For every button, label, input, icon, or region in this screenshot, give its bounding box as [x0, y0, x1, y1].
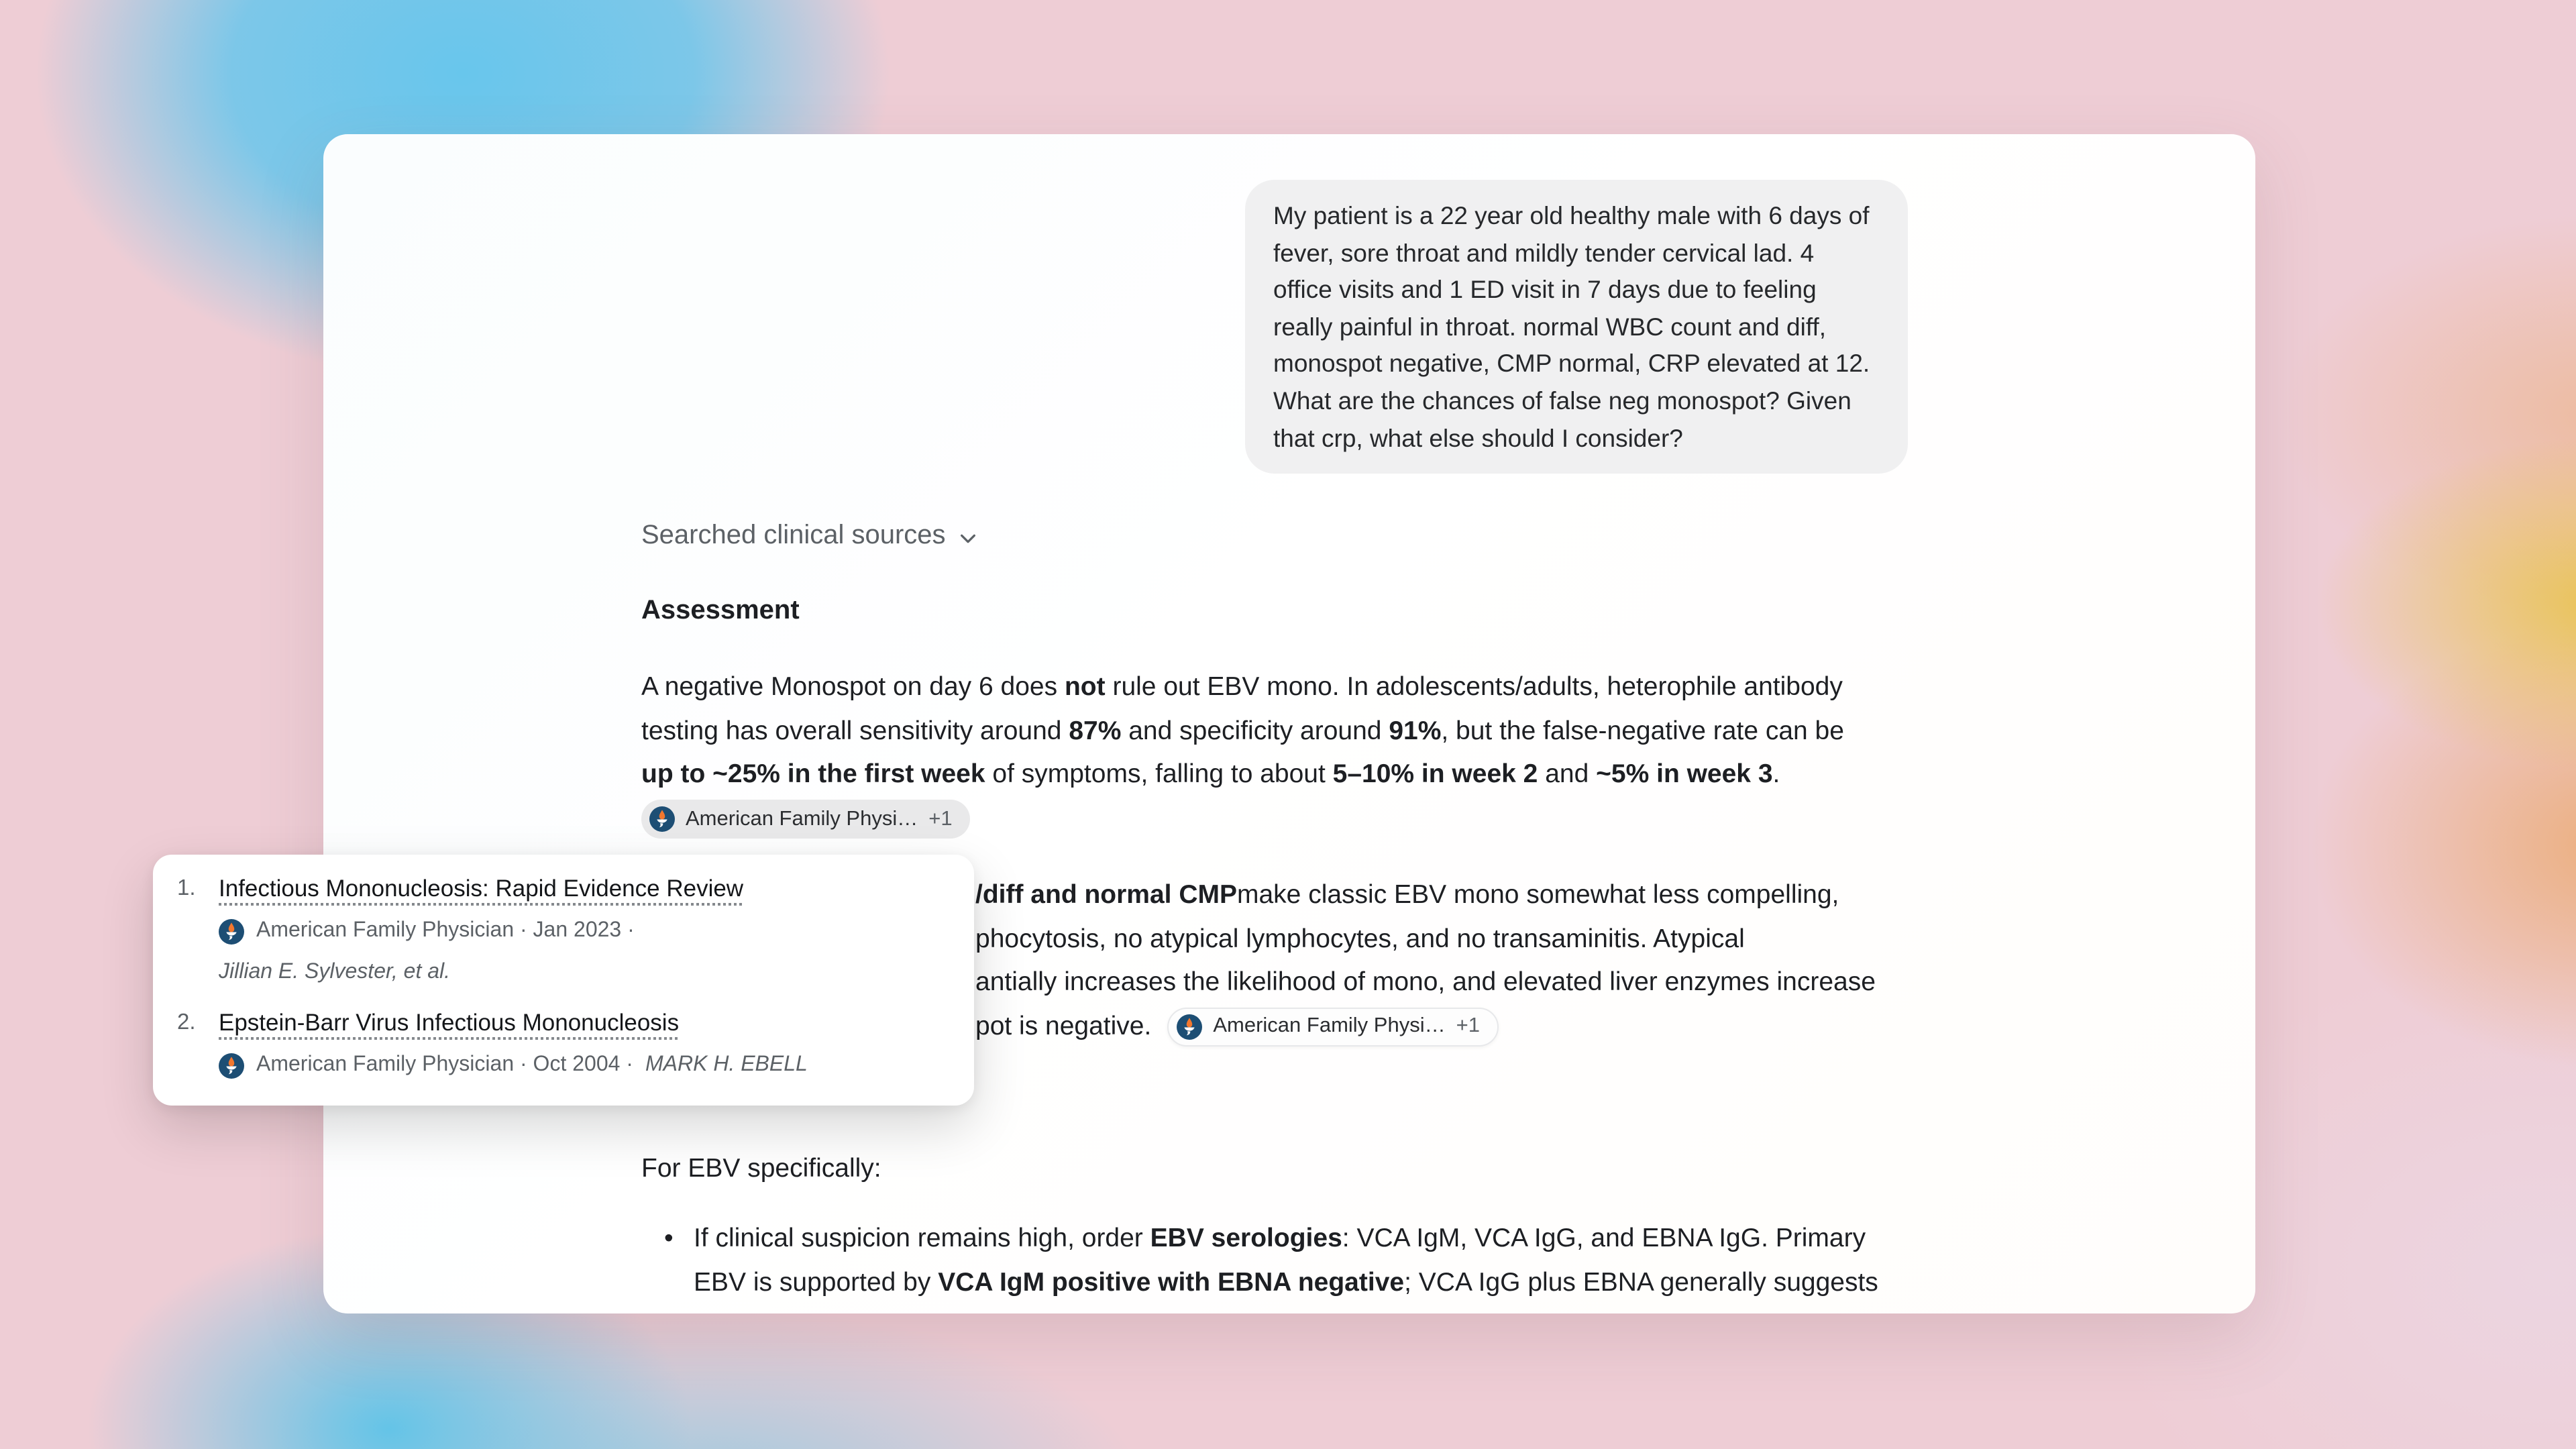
for-ebv-line: For EBV specifically:	[641, 1154, 881, 1183]
text-run-bold: 91%	[1389, 716, 1442, 745]
afp-logo-icon	[219, 918, 244, 944]
text-run: pot is negative.	[975, 1012, 1152, 1041]
assessment-heading: Assessment	[641, 596, 800, 625]
text-run: : VCA IgM, VCA IgG, and EBNA IgG. Primary	[1342, 1224, 1866, 1253]
afp-logo-icon	[1177, 1014, 1202, 1040]
citation-author: MARK H. EBELL	[645, 1053, 808, 1076]
user-message-bubble	[1245, 180, 1908, 474]
paragraph-line	[975, 961, 1876, 1004]
text-run: ; VCA IgG plus EBNA generally suggests	[1404, 1267, 1878, 1297]
text-run-bold: not	[1064, 672, 1106, 702]
text-run-bold: up to ~25% in the first week	[641, 759, 985, 789]
afp-logo-icon	[219, 1053, 244, 1078]
citation-title-link[interactable]: Infectious Mononucleosis: Rapid Evidence Review	[219, 875, 744, 902]
paragraph-line	[975, 918, 1745, 961]
text-run-bold: EBV serologies	[1150, 1224, 1342, 1253]
paragraph-line	[975, 873, 1839, 917]
citation-number: 1.	[177, 876, 196, 900]
text-run: .	[1772, 759, 1780, 789]
text-run: EBV is supported by	[694, 1267, 938, 1297]
citation-source-date: American Family Physician · Oct 2004 ·	[256, 1053, 633, 1076]
citation-number: 2.	[177, 1010, 196, 1034]
citation-meta-row	[219, 915, 635, 947]
user-message-text: My patient is a 22 year old healthy male with 6 days of fever, sore throat and mildly tender cervical lad. 4 office visits and 1 ED visit in 7 days due to feeling really painful in throat. normal WBC count and diff, monospot negative, CMP normal, CRP elevated at 12. What are the chances of false neg monospot? Given that crp, what else should I consider?	[1273, 201, 1870, 452]
citation-meta-row	[219, 1049, 808, 1081]
text-run-bold: /diff and normal CMP	[975, 880, 1237, 910]
text-run-bold: 5–10% in week 2	[1332, 759, 1538, 789]
text-run: of symptoms, falling to about	[985, 759, 1333, 789]
text-run: , but the false-negative rate can be	[1441, 716, 1844, 745]
text-run-bold: VCA IgM positive with EBNA negative	[938, 1267, 1405, 1297]
paragraph-line	[975, 1005, 1499, 1049]
citation-chip[interactable]	[641, 800, 970, 839]
afp-logo-icon	[649, 806, 675, 832]
assessment-paragraph-1	[641, 665, 1844, 796]
searched-sources-label: Searched clinical sources	[641, 521, 946, 550]
text-run: A negative Monospot on day 6 does	[641, 672, 1065, 702]
text-run: and specificity around	[1121, 716, 1389, 745]
citations-popup	[153, 855, 974, 1106]
paragraph-line	[641, 753, 1844, 796]
chat-card	[323, 134, 2255, 1313]
citation-chip-more-count: +1	[928, 807, 953, 830]
paragraph-line	[694, 1217, 1878, 1260]
citation-chip[interactable]	[1167, 1008, 1499, 1046]
text-run: phocytosis, no atypical lymphocytes, and no transaminitis. Atypical	[975, 924, 1745, 954]
searched-sources-toggle[interactable]	[641, 521, 978, 551]
citation-chip-label: American Family Physi…	[686, 807, 918, 830]
text-run-bold: ~5% in week 3	[1596, 759, 1773, 789]
paragraph-line	[641, 709, 1844, 753]
text-run: and	[1538, 759, 1597, 789]
chevron-down-icon	[958, 528, 978, 548]
bullet-item	[641, 1217, 1878, 1304]
text-run: rule out EBV mono. In adolescents/adults, heterophile antibody	[1105, 672, 1843, 702]
citation-chip-label: American Family Physi…	[1213, 1014, 1446, 1037]
text-run: make classic EBV mono somewhat less compelling,	[1237, 880, 1839, 910]
citation-chip-more-count: +1	[1456, 1014, 1480, 1037]
citation-source-date: American Family Physician · Jan 2023 ·	[256, 919, 635, 942]
text-run: If clinical suspicion remains high, order	[694, 1224, 1150, 1253]
citation-author: Jillian E. Sylvester, et al.	[219, 961, 451, 983]
citation-title-link[interactable]: Epstein-Barr Virus Infectious Mononucleosis	[219, 1009, 680, 1036]
paragraph-line	[641, 665, 1844, 709]
text-run-bold: 87%	[1069, 716, 1122, 745]
paragraph-line	[694, 1260, 1878, 1304]
text-run: testing has overall sensitivity around	[641, 716, 1069, 745]
text-run: antially increases the likelihood of mono, and elevated liver enzymes increase	[975, 967, 1876, 997]
bullet-marker: •	[664, 1224, 674, 1253]
